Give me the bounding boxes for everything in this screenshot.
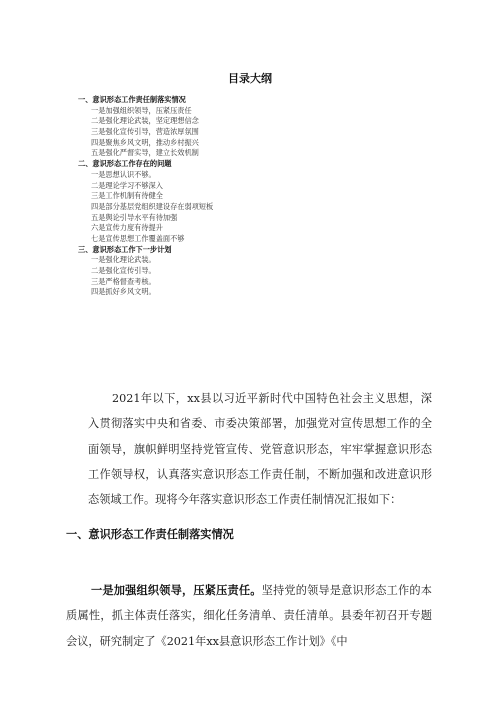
toc-section-heading: 三、意识形态工作下一步计划 [78,244,172,254]
body-paragraph [66,578,432,654]
toc-item: 七是宣传思想工作覆盖面不够 [91,233,185,243]
toc-item: 三是工作机制有待健全 [91,191,163,201]
toc-item: 五是强化严督实导，建立长效机制 [91,148,199,158]
toc-item: 三是严格督查考核。 [91,276,156,286]
toc-item: 六是宣传力度有待提升 [91,223,163,233]
toc-item: 四是聚焦乡风文明，推动乡村振兴 [91,137,199,147]
table-of-contents [78,95,408,298]
toc-item: 一是强化理论武装。 [91,255,156,265]
toc-section-heading: 一、意识形态工作责任制落实情况 [78,95,186,104]
intro-paragraph: 2021年以下，xx县以习近平新时代中国特色社会主义思想，深入贯彻落实中央和省委、市委决策部署，加强党对宣传思想工作的全面领导，旗帜鲜明坚持党管宣传、党管意识形态，牢牢掌握意识形态工作领导权，认真落实意识形态工作责任制，不断加强和改进意识形态领域工作。现将今年落实意识形态工作责任制情况汇报如下： [88,392,432,506]
paragraph-text: 坚持党的领导是意识形态工作的本质属性，抓主体责任落实，细化任务清单、责任清单。县委年初召开专题会议，研究制定了《2021年xx县意识形态工作计划》《中 [66,584,432,648]
toc-item: 一是加强组织领导，压紧压责任 [91,105,192,115]
toc-item: 一是思想认识不够。 [91,169,156,179]
section-heading: 一、意识形态工作责任制落实情况 [66,528,234,541]
toc-item: 二是理论学习不够深入 [91,180,163,190]
toc-item: 二是强化理论武装，坚定理想信念 [91,116,199,126]
toc-item: 四是抓好乡风文明。 [91,287,156,297]
toc-item: 四是部分基层党组织建设存在弱项短板 [91,201,214,211]
toc-item: 五是舆论引导水平有待加强 [91,212,178,222]
toc-item: 三是强化宣传引导，营造浓厚氛围 [91,127,199,137]
toc-item: 二是强化宣传引导。 [91,266,156,275]
toc-title: 目录大纲 [228,72,272,85]
toc-section-heading: 二、意识形态工作存在的问题 [78,159,172,169]
paragraph-lead: 一是加强组织领导，压紧压责任。 [91,584,262,598]
